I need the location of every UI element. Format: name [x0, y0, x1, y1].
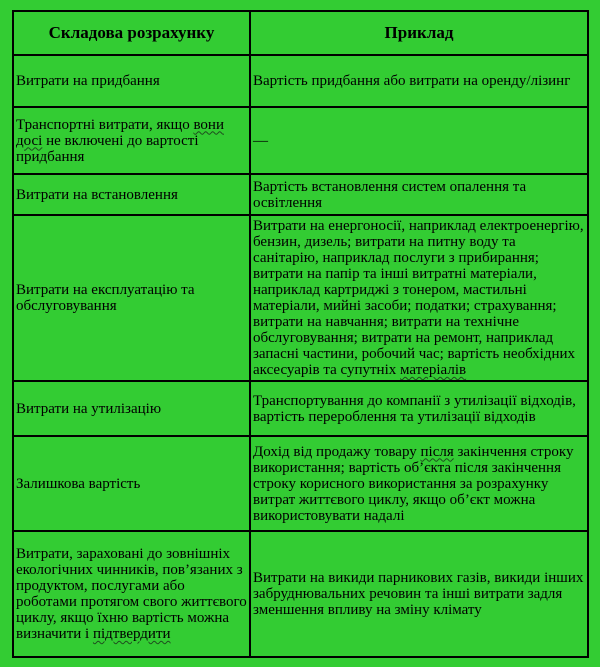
cell-text: Витрати на придбання	[16, 73, 160, 89]
component-cell	[13, 107, 250, 174]
example-cell	[250, 174, 588, 215]
header-example-column: Приклад	[250, 11, 588, 55]
component-cell	[13, 215, 250, 381]
example-cell	[250, 215, 588, 381]
example-cell	[250, 381, 588, 436]
table-row	[13, 55, 588, 107]
table-header	[13, 11, 588, 55]
table-row	[13, 436, 588, 531]
cell-text: Витрати на енергоносії, наприклад електроенергію, бензин, дизель; витрати на питну воду та санітарію, наприклад послуги з прибирання; витрати на папір та інші витратні матеріали, наприклад картриджі з тонером, мастильні матеріали, мийні засоби; податки; страхування; витрати на навчання; витрати на технічне обслуговування; витрати на ремонт, наприклад запасні частини, робочий час; вартість необхідних аксесуарів та супутніх	[253, 218, 584, 378]
component-cell	[13, 55, 250, 107]
cell-text: не включені до вартості придбання	[16, 132, 199, 165]
cell-text: Залишкова вартість	[16, 475, 141, 492]
header-row	[13, 11, 588, 55]
example-cell	[250, 531, 588, 657]
lifecycle-cost-table	[12, 10, 589, 658]
cell-text: Транспортні витрати, якщо	[16, 116, 194, 133]
table-row	[13, 215, 588, 381]
component-cell	[13, 436, 250, 531]
cell-text: Вартість встановлення систем опалення та освітлення	[253, 178, 527, 211]
misspelled-word: матеріалів	[400, 362, 467, 378]
component-cell	[13, 174, 250, 215]
component-cell	[13, 381, 250, 436]
cell-text: Витрати на експлуатацію та обслуговування	[16, 282, 195, 314]
cell-text: Транспортування до компанії з утилізації відходів, вартість перероблення та утилізації відходів	[253, 392, 576, 425]
misspelled-word: після	[420, 443, 454, 460]
cell-text: Витрати на утилізацію	[16, 400, 162, 417]
cell-text: закінчення строку використання; вартість об’єкта після закінчення строку корисного використання за розрахунку витрат життєвого циклу, якщо об’єкт можна використовувати надалі	[253, 443, 574, 524]
table-row	[13, 531, 588, 657]
table-row	[13, 174, 588, 215]
cell-text: —	[253, 132, 268, 149]
table-row	[13, 381, 588, 436]
cell-text: Дохід від продажу товару	[253, 443, 421, 460]
component-cell	[13, 531, 250, 657]
misspelled-word: вони	[193, 116, 224, 133]
cell-text: Вартість придбання або витрати на оренду/лізинг	[253, 73, 571, 89]
cell-text: Витрати, зараховані до зовнішніх екологічних чинників, пов’язаних з продуктом, послугами або роботами протягом свого життєвого циклу, якщо їхню вартість можна визначити і	[16, 546, 247, 642]
misspelled-word: досі	[16, 132, 43, 149]
cell-text: Витрати на викиди парникових газів, викиди інших забруднювальних речовин та інші витрати задля зменшення впливу на зміну клімату	[253, 570, 584, 618]
example-cell	[250, 107, 588, 174]
header-component-column: Складова розрахунку	[13, 11, 250, 55]
table-body	[13, 55, 588, 657]
example-cell	[250, 436, 588, 531]
table-row	[13, 107, 588, 174]
example-cell	[250, 55, 588, 107]
cell-text: Витрати на встановлення	[16, 186, 178, 203]
misspelled-word: підтвердити	[92, 626, 171, 642]
